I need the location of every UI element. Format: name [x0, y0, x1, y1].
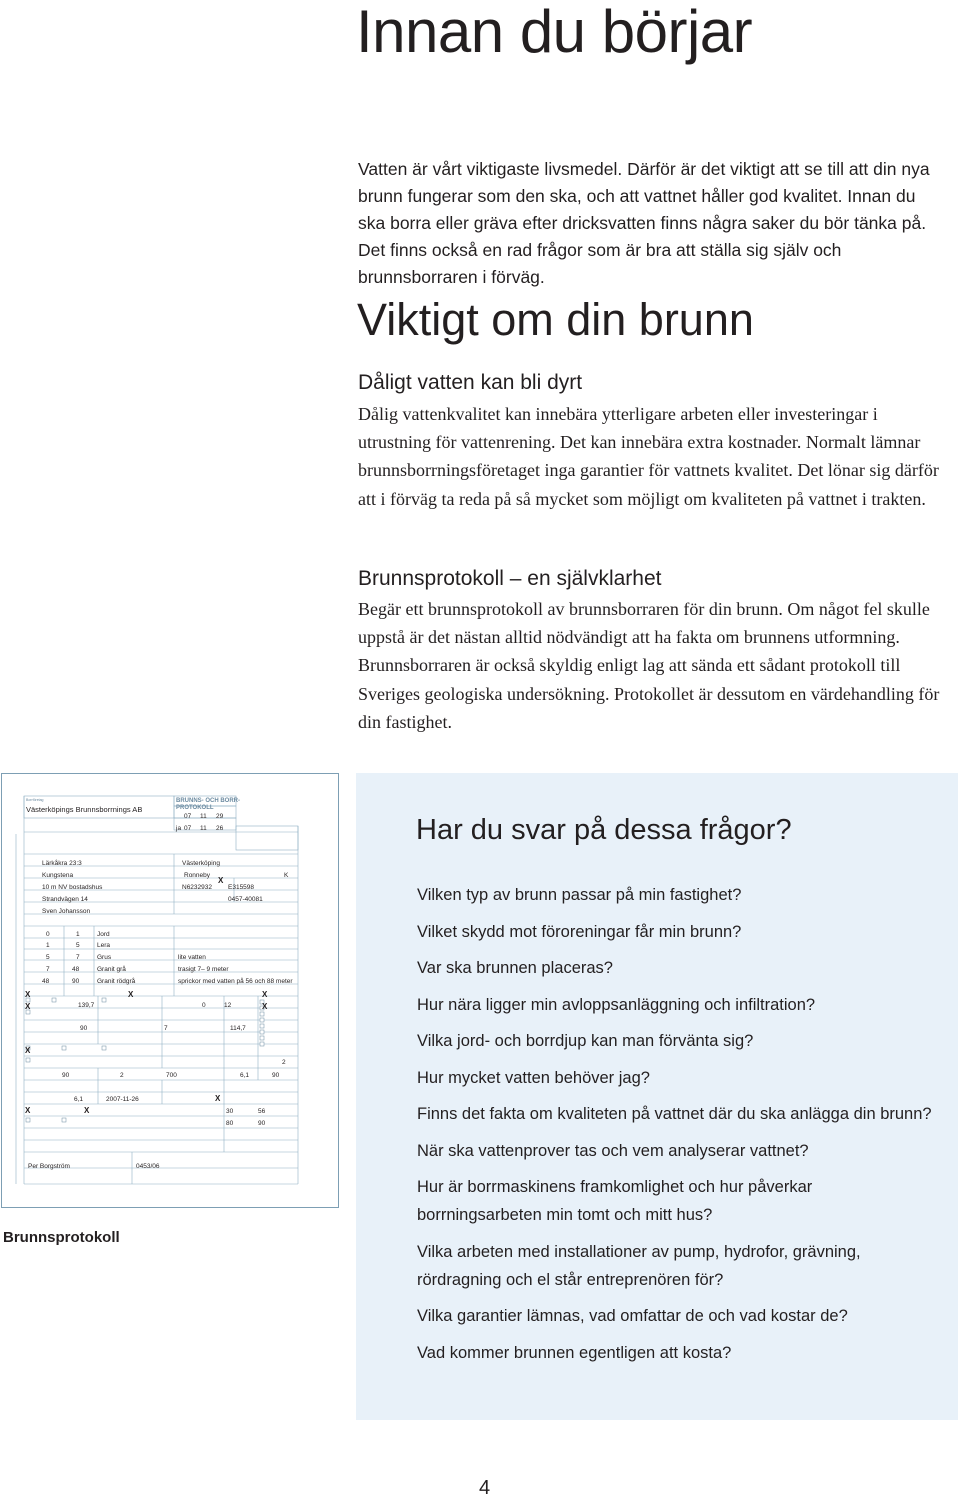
question-item: Hur nära ligger min avloppsanläggning och infiltration?: [417, 995, 816, 1014]
form-mark-x: X: [128, 990, 134, 999]
questions-title: Har du svar på dessa frågor?: [416, 814, 792, 846]
layer-to: 1: [76, 931, 80, 938]
question-item: Hur mycket vatten behöver jag?: [417, 1068, 650, 1087]
layer-note: trasigt 7– 9 meter: [178, 966, 229, 973]
form-mark-x: X: [218, 876, 224, 885]
question-item: Vilka jord- och borrdjup kan man förvänta sig?: [417, 1032, 754, 1050]
layer-to: 48: [72, 966, 80, 973]
question-item: Vad kommer brunnen egentligen att kosta?: [417, 1343, 732, 1362]
layer-from: 5: [46, 954, 50, 961]
form-area: Kungstena: [42, 872, 74, 879]
form-mark-x: X: [25, 990, 31, 999]
layer-material: Granit rödgrå: [97, 978, 136, 985]
layer-material: Jord: [97, 931, 110, 938]
layer-to: 5: [76, 942, 80, 949]
form-doc-title-2: PROTOKOLL: [176, 805, 214, 811]
layer-to: 90: [72, 978, 80, 985]
form-w30: 30: [226, 1108, 234, 1115]
form-mark-x: X: [262, 1002, 268, 1011]
questions-box: [356, 773, 958, 1420]
intro-paragraph: Vatten är vårt viktigaste livsmedel. Därför är det viktigt att se till att din nya brunn fungerar som den ska, och att vattnet håller god kvalitet. Innan du ska borra eller gräva efter dricksvatten finns några saker du bör tänka på. Det finns också en rad frågor som är bra att ställa sig själv och brunnsborraren i förväg.: [358, 159, 930, 287]
form-flow-90b: 90: [272, 1072, 280, 1079]
form-coord-e: E315598: [228, 884, 255, 891]
layer-material: Granit grå: [97, 966, 126, 973]
paragraph-protocol: Begär ett brunnsprotokoll av brunnsborraren för din brunn. Om något fel skulle uppstå är det nästan alltid nödvändigt att ha fakta om brunnens utformning. Brunnsborraren är också skyldig enligt lag att sända ett sådant protokoll till Sveriges geologiska undersökning. Protokollet är dessutom en värdehandling för din fastighet.: [358, 599, 940, 732]
form-mark-x: X: [25, 1046, 31, 1055]
form-date1-year: 07: [184, 813, 192, 820]
questions-list: [417, 881, 937, 1375]
form-mark-x: X: [25, 1106, 31, 1115]
question-item: Vilka garantier lämnas, vad omfattar de och vad kostar de?: [417, 1307, 848, 1325]
form-date1-day: 29: [216, 813, 224, 820]
form-flow-90: 90: [62, 1072, 70, 1079]
form-company-label: Borrföretag: [26, 798, 44, 802]
subheading-bad-water: Dåligt vatten kan bli dyrt: [358, 371, 583, 394]
question-item: Finns det fakta om kvaliteten på vattnet där du ska anlägga din brunn?: [417, 1105, 932, 1123]
question-item: Vilket skydd mot föroreningar får min brunn?: [417, 922, 742, 941]
form-area-letter: K: [284, 872, 289, 879]
form-location: 10 m NV bostadshus: [42, 884, 103, 891]
form-level-61: 6,1: [74, 1096, 84, 1103]
layer-note: lite vatten: [178, 954, 206, 961]
form-parish: Ronneby: [184, 872, 211, 879]
question-item: När ska vattenprover tas och vem analyserar vattnet?: [417, 1141, 809, 1160]
form-mark-x: X: [25, 1002, 31, 1011]
form-date2-month: 11: [200, 825, 207, 832]
form-flow-2: 2: [120, 1072, 124, 1079]
page-title: Innan du börjar: [356, 0, 753, 65]
form-phone: 0457-40081: [228, 896, 263, 903]
form-range-a: 0: [202, 1002, 206, 1009]
form-date-done: 2007-11-26: [106, 1096, 139, 1103]
form-date1-month: 11: [200, 813, 207, 820]
form-range-b: 12: [224, 1002, 232, 1009]
question-item: Vilken typ av brunn passar på min fastighet?: [417, 886, 742, 904]
form-coord-n: N6232932: [182, 884, 212, 891]
form-depth-mark: 90: [80, 1025, 88, 1032]
layer-material: Lera: [97, 942, 111, 949]
layer-from: 0: [46, 931, 50, 938]
form-caption: Brunnsprotokoll: [3, 1229, 120, 1246]
protocol-form-image: [1, 773, 339, 1208]
form-company: Västerköpings Brunnsborrnings AB: [26, 805, 143, 814]
question-item: Vilka arbeten med installationer av pump, hydrofor, grävning, rördragning och el står entreprenören för?: [417, 1242, 861, 1289]
layer-note: sprickor med vatten på 56 och 88 meter: [178, 978, 293, 985]
form-cert: 0453/06: [136, 1163, 160, 1170]
form-date2-year: 07: [184, 825, 192, 832]
form-date2-prefix: ja: [176, 825, 182, 832]
form-flow-2b: 2: [282, 1059, 286, 1066]
section-title: Viktigt om din brunn: [357, 294, 754, 345]
form-signer: Per Borgström: [28, 1163, 70, 1170]
form-mark-x: X: [262, 990, 268, 999]
question-item: Hur är borrmaskinens framkomlighet och hur påverkar borrningsarbeten min tomt och mitt hus?: [417, 1178, 813, 1224]
form-w56: 56: [258, 1108, 266, 1115]
form-date2-day: 26: [216, 825, 224, 832]
question-item: Var ska brunnen placeras?: [417, 959, 613, 977]
page-number: 4: [479, 1477, 491, 1499]
layer-material: Grus: [97, 954, 112, 961]
form-address: Strandvägen 14: [42, 896, 88, 903]
layer-from: 48: [42, 978, 50, 985]
form-mark-x: X: [215, 1094, 221, 1103]
form-mark-x: X: [84, 1106, 90, 1115]
form-w80: 80: [226, 1120, 234, 1127]
form-owner: Sven Johansson: [42, 908, 91, 915]
layer-from: 1: [46, 942, 50, 949]
layer-from: 7: [46, 966, 50, 973]
form-property: Lärkåkra 23:3: [42, 860, 82, 867]
layer-to: 7: [76, 954, 80, 961]
form-flow-61: 6,1: [240, 1072, 250, 1079]
form-w90: 90: [258, 1120, 266, 1127]
form-v114: 114,7: [230, 1025, 246, 1032]
form-lines: [2, 774, 339, 1208]
form-flow-700: 700: [166, 1072, 177, 1079]
form-doc-title-1: BRUNNS- OCH BORR-: [176, 798, 240, 804]
subheading-protocol: Brunnsprotokoll – en självklarhet: [358, 567, 662, 590]
form-municipality: Västerköping: [182, 860, 220, 867]
form-depth-total: 139,7: [78, 1002, 95, 1009]
paragraph-bad-water: Dålig vattenkvalitet kan innebära ytterligare arbeten eller investeringar i utrustning för vattenrening. Det kan innebära extra kostnader. Normalt lämnar brunnsborrningsföretaget inga garantier för vattnets kvalitet. Det lönar sig därför att i förväg ta reda på så mycket som möjligt om kvaliteten på vattnet i trakten.: [358, 404, 939, 509]
form-v7: 7: [164, 1025, 168, 1032]
